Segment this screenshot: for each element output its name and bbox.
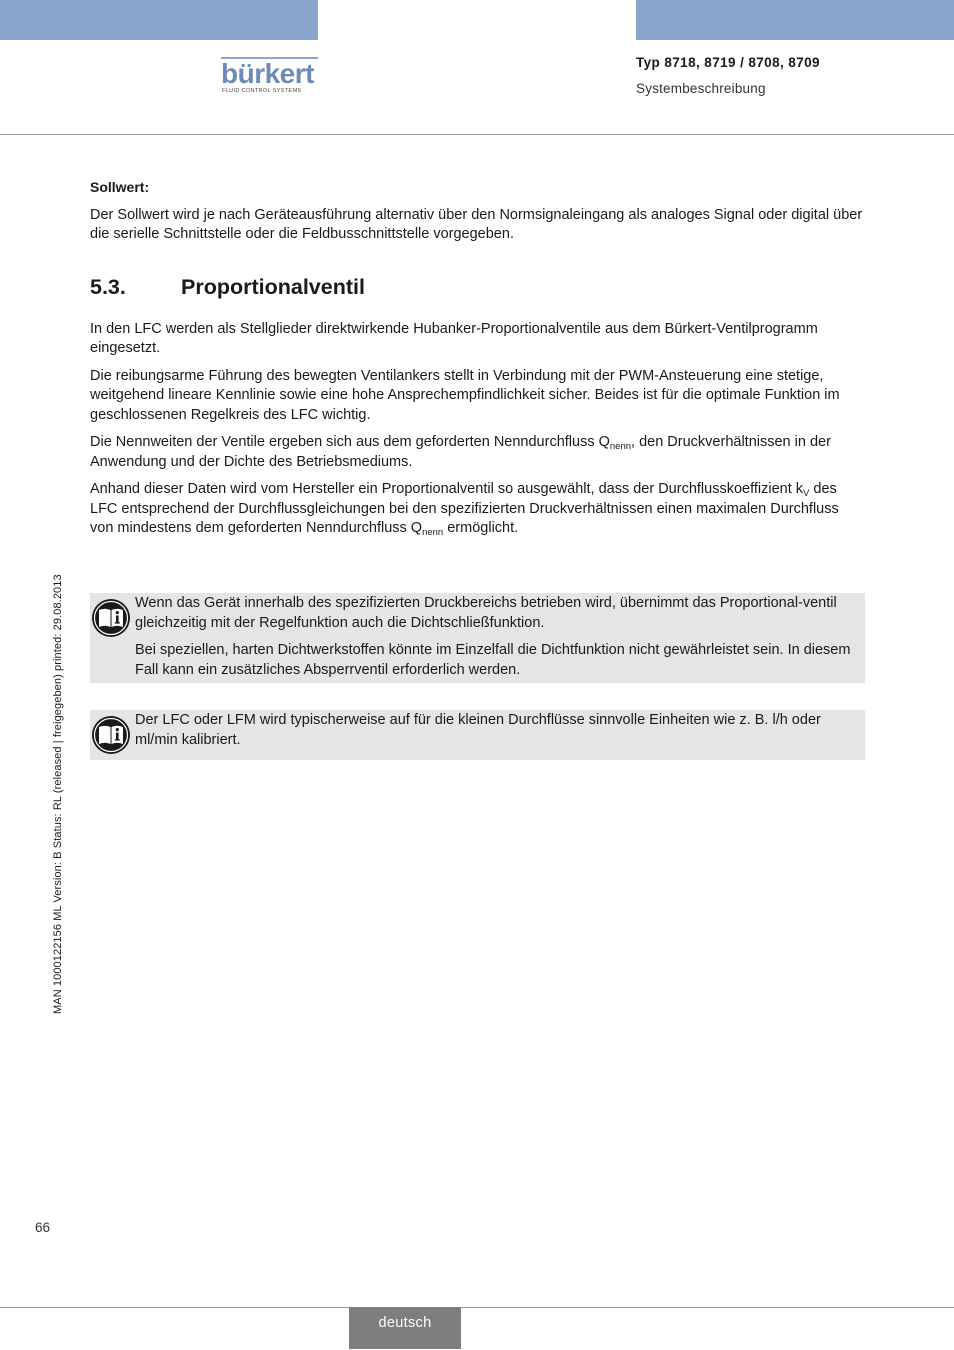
- section-number: 5.3.: [90, 274, 126, 299]
- header-accent-bar-left: [0, 0, 318, 40]
- sollwert-label: Sollwert:: [90, 179, 150, 195]
- note-1-paragraph-2: Bei speziellen, harten Dichtwerkstoffen könnte im Einzelfall die Dichtfunktion nicht gewährleistet sein. In diesem Fall kann ein zusätzliches Absperrventil erforderlich werden.: [135, 642, 851, 678]
- document-id-side-text: MAN 1000122156 ML Version: B Status: RL (released | freigegeben) printed: 29.08.2013: [52, 574, 64, 1014]
- logo-wordmark: bürkert: [221, 58, 314, 89]
- header-divider: [0, 134, 954, 135]
- info-book-icon: [91, 598, 131, 638]
- document-type: Typ 8718, 8719 / 8708, 8709: [636, 55, 820, 70]
- paragraph-4: Anhand dieser Daten wird vom Hersteller ein Proportionalventil so ausgewählt, dass der Durchflusskoeffizient $k_V$ des LFC entsprechend der Durchflussgleichungen bei den spezifizierten Druckverhältnissen einen maximalen Durchfluss von mindestens dem geforderten Nenndurchfluss $Q_{nenn}$ ermöglicht.: [90, 481, 839, 538]
- logo-subtitle: FLUID CONTROL SYSTEMS: [222, 88, 302, 94]
- section-title: Proportionalventil: [181, 274, 365, 299]
- paragraph-3: Die Nennweiten der Ventile ergeben sich aus dem geforderten Nenndurchfluss $Q_{nenn}$, den Druckverhältnissen in der Anwendung und der Dichte des Betriebsmediums.: [90, 434, 831, 470]
- info-book-icon: [91, 715, 131, 755]
- note-1-paragraph-1: Wenn das Gerät innerhalb des spezifizierten Druckbereichs betrieben wird, übernimmt das Proportional-ventil gleichzeitig mit der Regelfunktion auch die Dichtschließfunktion.: [135, 595, 837, 631]
- footer-divider: [0, 1307, 954, 1308]
- paragraph-1: In den LFC werden als Stellglieder direktwirkende Hubanker-Proportionalventile aus dem Bürkert-Ventilprogramm eingesetzt.: [90, 320, 818, 356]
- main-content: [90, 178, 865, 539]
- header-accent-bar-right: [636, 0, 954, 40]
- document-subtitle: Systembeschreibung: [636, 81, 766, 96]
- page-number: 66: [35, 1220, 51, 1235]
- note-1-text: [135, 594, 851, 680]
- paragraph-2: Die reibungsarme Führung des bewegten Ventilankers stellt in Verbindung mit der PWM-Ansteuerung eine stetige, weitgehend lineare Kennlinie sowie eine hohe Ansprechempfindlichkeit sicher. Beides ist für die optimale Funktion im geschlossenen Regelkreis des LFC wichtig.: [90, 367, 840, 423]
- section-heading: [90, 275, 865, 300]
- buerkert-logo: [221, 57, 321, 97]
- sollwert-text: Der Sollwert wird je nach Geräteausführung alternativ über den Normsignaleingang als analoges Signal oder digital über die serielle Schnittstelle oder die Feldbusschnittstelle vorgegeben.: [90, 206, 863, 242]
- info-note-1: [90, 593, 865, 683]
- info-note-2: [90, 710, 865, 760]
- note-2-text: [135, 711, 851, 750]
- note-2-paragraph-1: Der LFC oder LFM wird typischerweise auf für die kleinen Durchflüsse sinnvolle Einheiten wie z. B. l/h oder ml/min kalibriert.: [135, 712, 821, 748]
- language-tab: deutsch: [349, 1307, 461, 1349]
